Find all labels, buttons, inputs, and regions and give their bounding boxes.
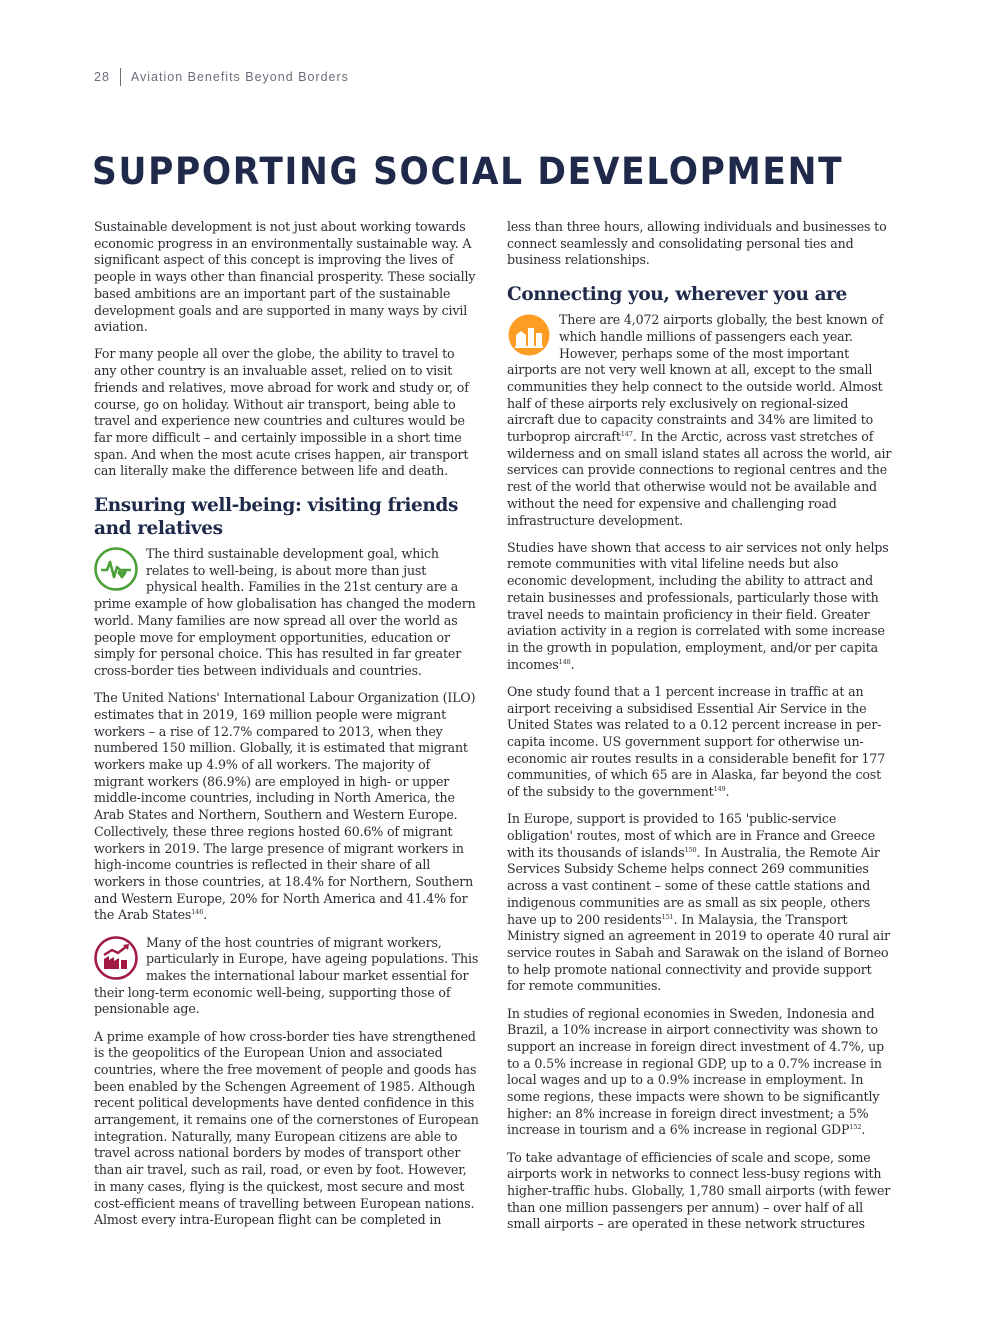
header-divider: [120, 68, 121, 86]
paragraph: The United Nations' International Labour Organization (ILO) estimates that in 2019, 169 million people were migrant workers – a rise of 12.7% compared to 2013, when they numbered 150 million. Globally, it is estimated that migrant workers make up 4.9% of all workers. The majority of migrant workers (86.9%) are employed in high- or upper middle-income countries, including in North America, the Arab States and Northern, Southern and Western Europe. Collectively, these three regions hosted 60.6% of migrant workers in 2019. The large presence of migrant workers in high-income countries is reflected in their share of all workers in those countries, at 18.4% for Northern, Southern and Western Europe, 20% for North America and 41.4% for the Arab States$^{146}$.: [94, 690, 476, 923]
paragraph: One study found that a 1 percent increase in traffic at an airport receiving a subsidised Essential Air Service in the United States was related to a 0.12 percent increase in per-capita income. US government support for otherwise un-economic air routes results in a considerable benefit for 177 communities, of which 65 are in Alaska, far beyond the cost of the subsidy to the government$^{149}$.: [507, 683, 886, 800]
document-title: Aviation Benefits Beyond Borders: [130, 70, 349, 84]
right-column: [507, 219, 893, 1244]
paragraph: Many of the host countries of migrant workers, particularly in Europe, have ageing populations. This makes the international labour market essential for their long-term economic well-being, supporting those of pensionable age.: [94, 934, 479, 1017]
section-heading-connecting: Connecting you, wherever you are: [507, 284, 847, 306]
paragraph: There are 4,072 airports globally, the best known of which handle millions of passengers each year. However, perhaps some of the most important airports are not very well known at all, except to the small communities they help connect to the outside world. Almost half of these airports rely exclusively on regional-sized aircraft due to capacity constraints and 34% are limited to turboprop aircraft$^{147}$. In the Arctic, across vast stretches of wilderness and on small island states all across the world, air services can provide connections to regional centres and the rest of the world that otherwise would not be available and without the need for expensive and challenging road infrastructure development.: [507, 312, 892, 528]
paragraph: Sustainable development is not just about working towards economic progress in an environmentally sustainable way. A significant aspect of this concept is improving the lives of people in ways other than financial prosperity. These socially based ambitions are an important part of the sustainable development goals and are supported in many ways by civil aviation.: [94, 219, 476, 335]
paragraph: A prime example of how cross-border ties have strengthened is the geopolitics of the European Union and associated countries, where the free movement of people and goods has been enabled by the Schengen Agreement of 1985. Although recent political developments have dented confidence in this arrangement, it remains one of the cornerstones of European integration. Naturally, many European citizens are able to travel across national borders by modes of transport other than air travel, such as rail, road, or even by foot. However, in many cases, flying is the quickest, most secure and most cost-efficient means of travelling between European nations. Almost every intra-European flight can be completed in: [94, 1028, 479, 1228]
page-number: 28: [94, 70, 110, 84]
footnote-ref: 150: [684, 845, 697, 854]
paragraph: To take advantage of efficiencies of scale and scope, some airports work in networks to connect less-busy regions with higher-traffic hubs. Globally, 1,780 small airports (with fewer than one million passengers per annum) – over half of all small airports – are operated in these network structures: [507, 1149, 891, 1232]
paragraph: The third sustainable development goal, which relates to well-being, is about more than just physical health. Families in the 21st century are a prime example of how globalisation has changed the modern world. Many families are now spread all over the world as people move for employment opportunities, education or simply for personal choice. This has resulted in far greater cross-border ties between individuals and countries.: [94, 546, 476, 678]
sdg-sustainable-cities-icon: [507, 313, 551, 357]
footnote-ref: 148: [558, 657, 571, 666]
paragraph: For many people all over the globe, the ability to travel to any other country is an invaluable asset, relied on to visit friends and relatives, move abroad for work and study or, of course, go on holiday. Without air transport, being able to travel and experience new countries and cultures would be far more difficult – and certainly impossible in a short time span. And when the most acute crises happen, air transport can literally make the difference between life and death.: [94, 346, 469, 479]
left-column: [94, 219, 480, 1239]
footnote-ref: 151: [661, 912, 674, 921]
sdg-decent-work-icon: [94, 936, 138, 980]
page-header: [94, 68, 349, 86]
paragraph: less than three hours, allowing individuals and businesses to connect seamlessly and consolidating personal ties and business relationships.: [507, 219, 887, 268]
footnote-ref: 147: [620, 429, 633, 438]
footnote-ref: 146: [191, 908, 204, 917]
section-heading-wellbeing: Ensuring well-being: visiting friends and relatives: [94, 495, 458, 540]
footnote-ref: 152: [849, 1123, 862, 1132]
paragraph: In Europe, support is provided to 165 'public-service obligation' routes, most of which are in France and Greece with its thousands of islands$^{150}$. In Australia, the Remote Air Services Subsidy Scheme helps connect 269 communities across a vast continent – some of these cattle stations and indigenous communities are as small as six people, others have up to 200 residents$^{151}$. In Malaysia, the Transport Ministry signed an agreement in 2019 to operate 40 rural air service routes in Sabah and Sarawak on the island of Borneo to help promote national connectivity and provide support for remote communities.: [507, 811, 890, 994]
sdg-good-health-icon: [94, 547, 138, 591]
page-title: SUPPORTING SOCIAL DEVELOPMENT: [92, 150, 844, 193]
footnote-ref: 149: [713, 784, 726, 793]
paragraph: In studies of regional economies in Sweden, Indonesia and Brazil, a 10% increase in airport connectivity was shown to support an increase in foreign direct investment of 4.7%, up to a 0.5% increase in regional GDP, up to a 0.7% increase in local wages and up to a 0.9% increase in employment. In some regions, these impacts were shown to be significantly higher: an 8% increase in foreign direct investment; a 5% increase in tourism and a 6% increase in regional GDP$^{152}$.: [507, 1005, 885, 1138]
paragraph: Studies have shown that access to air services not only helps remote communities with vital lifeline needs but also economic development, including the ability to attract and retain businesses and professionals, particularly those with travel needs to maintain proficiency in their field. Greater aviation activity in a region is correlated with some increase in the growth in population, employment, and/or per capita incomes$^{148}$.: [507, 539, 889, 672]
